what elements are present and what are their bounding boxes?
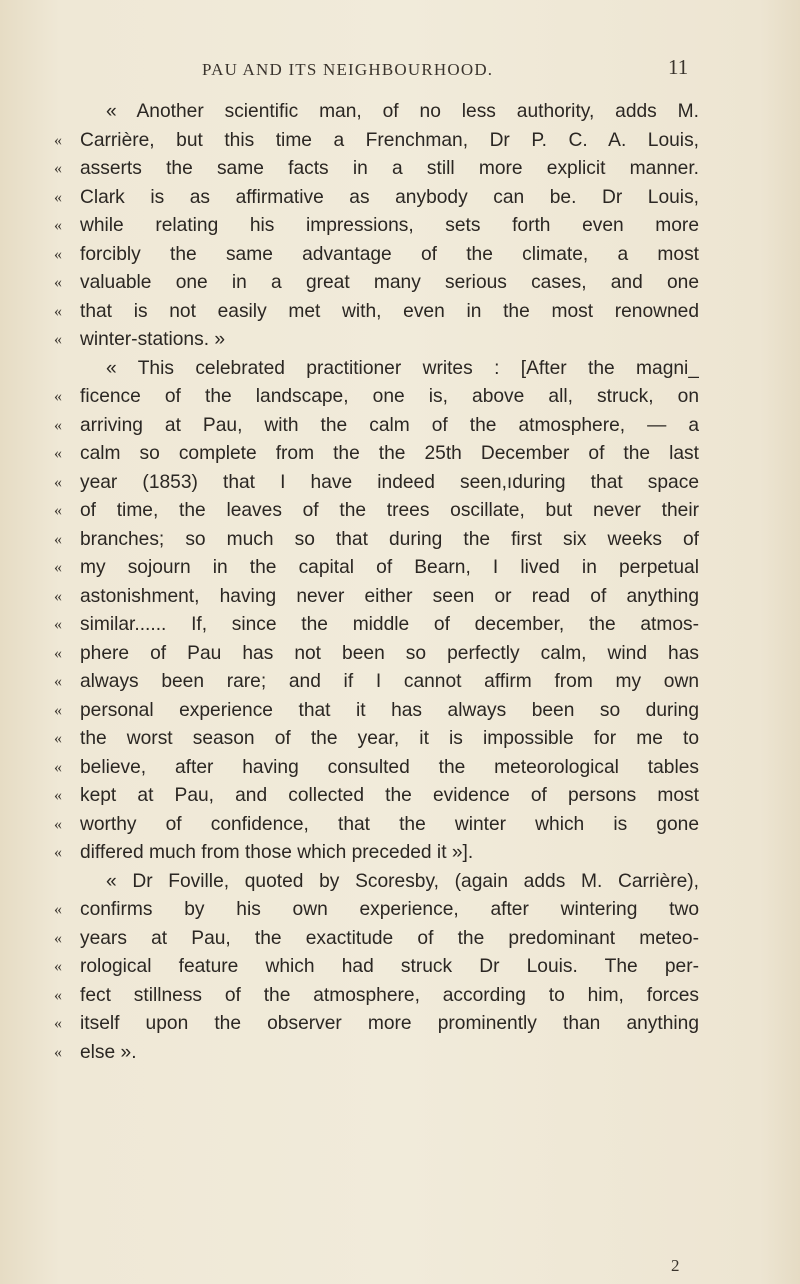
text-line bbox=[54, 554, 699, 583]
text-line bbox=[54, 982, 699, 1011]
text-line bbox=[54, 184, 699, 213]
line-text: valuable one in a great many serious cases, and one bbox=[80, 272, 699, 293]
line-text: phere of Pau has not been so perfectly calm, wind has bbox=[80, 642, 699, 664]
quote-mark: « bbox=[54, 1015, 62, 1032]
line-text: while relating his impressions, sets forth even more bbox=[80, 215, 699, 236]
quote-mark: « bbox=[54, 986, 62, 1004]
quote-mark: « bbox=[54, 131, 62, 149]
line-text: of time, the leaves of the trees oscillate, but never their bbox=[80, 500, 699, 521]
line-text: differed much from those which preceded it »]. bbox=[80, 842, 474, 863]
text-line bbox=[54, 839, 699, 868]
quote-mark: « bbox=[54, 302, 62, 320]
text-line bbox=[54, 383, 699, 412]
line-text: else ». bbox=[80, 1041, 137, 1063]
quote-mark: « bbox=[54, 587, 62, 605]
quote-mark: « bbox=[54, 445, 62, 462]
line-text: forcibly the same advantage of the climate, a most bbox=[80, 243, 699, 265]
running-head: PAU AND ITS NEIGHBOURHOOD. bbox=[202, 60, 494, 79]
quote-mark: « bbox=[54, 274, 62, 291]
line-text: believe, after having consulted the meteorological tables bbox=[80, 756, 699, 778]
line-text: astonishment, having never either seen or read of anything bbox=[80, 585, 699, 607]
text-line bbox=[54, 298, 699, 327]
line-text: kept at Pau, and collected the evidence of persons most bbox=[80, 785, 699, 806]
line-text: the worst season of the year, it is impossible for me to bbox=[80, 728, 699, 749]
line-text: rological feature which had struck Dr Louis. The per- bbox=[80, 956, 699, 977]
quote-mark: « bbox=[54, 701, 62, 719]
text-line bbox=[54, 782, 699, 811]
line-text: years at Pau, the exactitude of the predominant meteo- bbox=[80, 927, 699, 949]
line-text: « Dr Foville, quoted by Scoresby, (again adds M. Carrière), bbox=[106, 870, 699, 892]
text-line bbox=[54, 412, 699, 441]
text-line bbox=[54, 1039, 699, 1068]
line-text: ficence of the landscape, one is, above all, struck, on bbox=[80, 386, 699, 407]
line-text: confirms by his own experience, after wintering two bbox=[80, 899, 699, 920]
text-line bbox=[54, 1010, 699, 1039]
text-line bbox=[54, 640, 699, 669]
quote-mark: « bbox=[54, 730, 62, 747]
line-text: « Another scientific man, of no less authority, adds M. bbox=[106, 101, 699, 122]
line-text: my sojourn in the capital of Bearn, I lived in perpetual bbox=[80, 557, 699, 578]
text-line bbox=[54, 725, 699, 754]
text-line bbox=[54, 98, 699, 127]
quote-mark: « bbox=[54, 160, 62, 177]
text-line bbox=[54, 526, 699, 555]
line-text: calm so complete from the the 25th December of the last bbox=[80, 443, 699, 464]
text-line bbox=[54, 953, 699, 982]
text-line bbox=[54, 811, 699, 840]
text-line bbox=[54, 155, 699, 184]
text-line bbox=[54, 469, 699, 498]
text-line bbox=[54, 868, 699, 897]
text-line bbox=[54, 925, 699, 954]
text-line bbox=[54, 611, 699, 640]
line-text: branches; so much so that during the first six weeks of bbox=[80, 528, 699, 550]
quote-mark: « bbox=[54, 673, 62, 690]
text-line bbox=[54, 326, 699, 355]
line-text: Carrière, but this time a Frenchman, Dr P. C. A. Louis, bbox=[80, 129, 699, 151]
quote-mark: « bbox=[54, 245, 62, 263]
line-text: always been rare; and if I cannot affirm from my own bbox=[80, 671, 699, 692]
text-line bbox=[54, 355, 699, 384]
page-number: 11 bbox=[668, 55, 689, 79]
quote-mark: « bbox=[54, 815, 62, 833]
quote-mark: « bbox=[54, 416, 62, 434]
line-text: similar...... If, since the middle of december, the atmos- bbox=[80, 614, 699, 635]
line-text: personal experience that it has always been so during bbox=[80, 699, 699, 721]
line-text: itself upon the observer more prominently than anything bbox=[80, 1013, 699, 1034]
quote-mark: « bbox=[54, 901, 62, 918]
body-text bbox=[54, 98, 699, 1067]
line-text: Clark is as affirmative as anybody can be. Dr Louis, bbox=[80, 186, 699, 208]
line-text: winter-stations. » bbox=[80, 329, 226, 350]
text-line bbox=[54, 127, 699, 156]
text-line bbox=[54, 896, 699, 925]
line-text: asserts the same facts in a still more explicit manner. bbox=[80, 158, 699, 179]
quote-mark: « bbox=[54, 787, 62, 804]
quote-mark: « bbox=[54, 1043, 62, 1061]
quote-mark: « bbox=[54, 644, 62, 662]
quote-mark: « bbox=[54, 331, 62, 348]
text-line bbox=[54, 497, 699, 526]
text-line bbox=[54, 668, 699, 697]
text-line bbox=[54, 754, 699, 783]
quote-mark: « bbox=[54, 559, 62, 576]
line-text: fect stillness of the atmosphere, according to him, forces bbox=[80, 984, 699, 1006]
quote-mark: « bbox=[54, 502, 62, 519]
line-text: that is not easily met with, even in the most renowned bbox=[80, 300, 699, 322]
text-line bbox=[54, 241, 699, 270]
signature-mark: 2 bbox=[671, 1256, 680, 1275]
quote-mark: « bbox=[54, 473, 62, 491]
quote-mark: « bbox=[54, 388, 62, 405]
quote-mark: « bbox=[54, 958, 62, 975]
quote-mark: « bbox=[54, 616, 62, 633]
line-text: worthy of confidence, that the winter which is gone bbox=[80, 813, 699, 835]
line-text: year (1853) that I have indeed seen,ıduring that space bbox=[80, 471, 699, 493]
quote-mark: « bbox=[54, 217, 62, 234]
text-line bbox=[54, 697, 699, 726]
quote-mark: « bbox=[54, 844, 62, 861]
quote-mark: « bbox=[54, 929, 62, 947]
text-line bbox=[54, 583, 699, 612]
text-line bbox=[54, 212, 699, 241]
text-line bbox=[54, 440, 699, 469]
line-text: « This celebrated practitioner writes : [After the magni_ bbox=[106, 357, 699, 379]
quote-mark: « bbox=[54, 758, 62, 776]
line-text: arriving at Pau, with the calm of the atmosphere, — a bbox=[80, 414, 699, 436]
quote-mark: « bbox=[54, 188, 62, 206]
quote-mark: « bbox=[54, 530, 62, 548]
text-line bbox=[54, 269, 699, 298]
